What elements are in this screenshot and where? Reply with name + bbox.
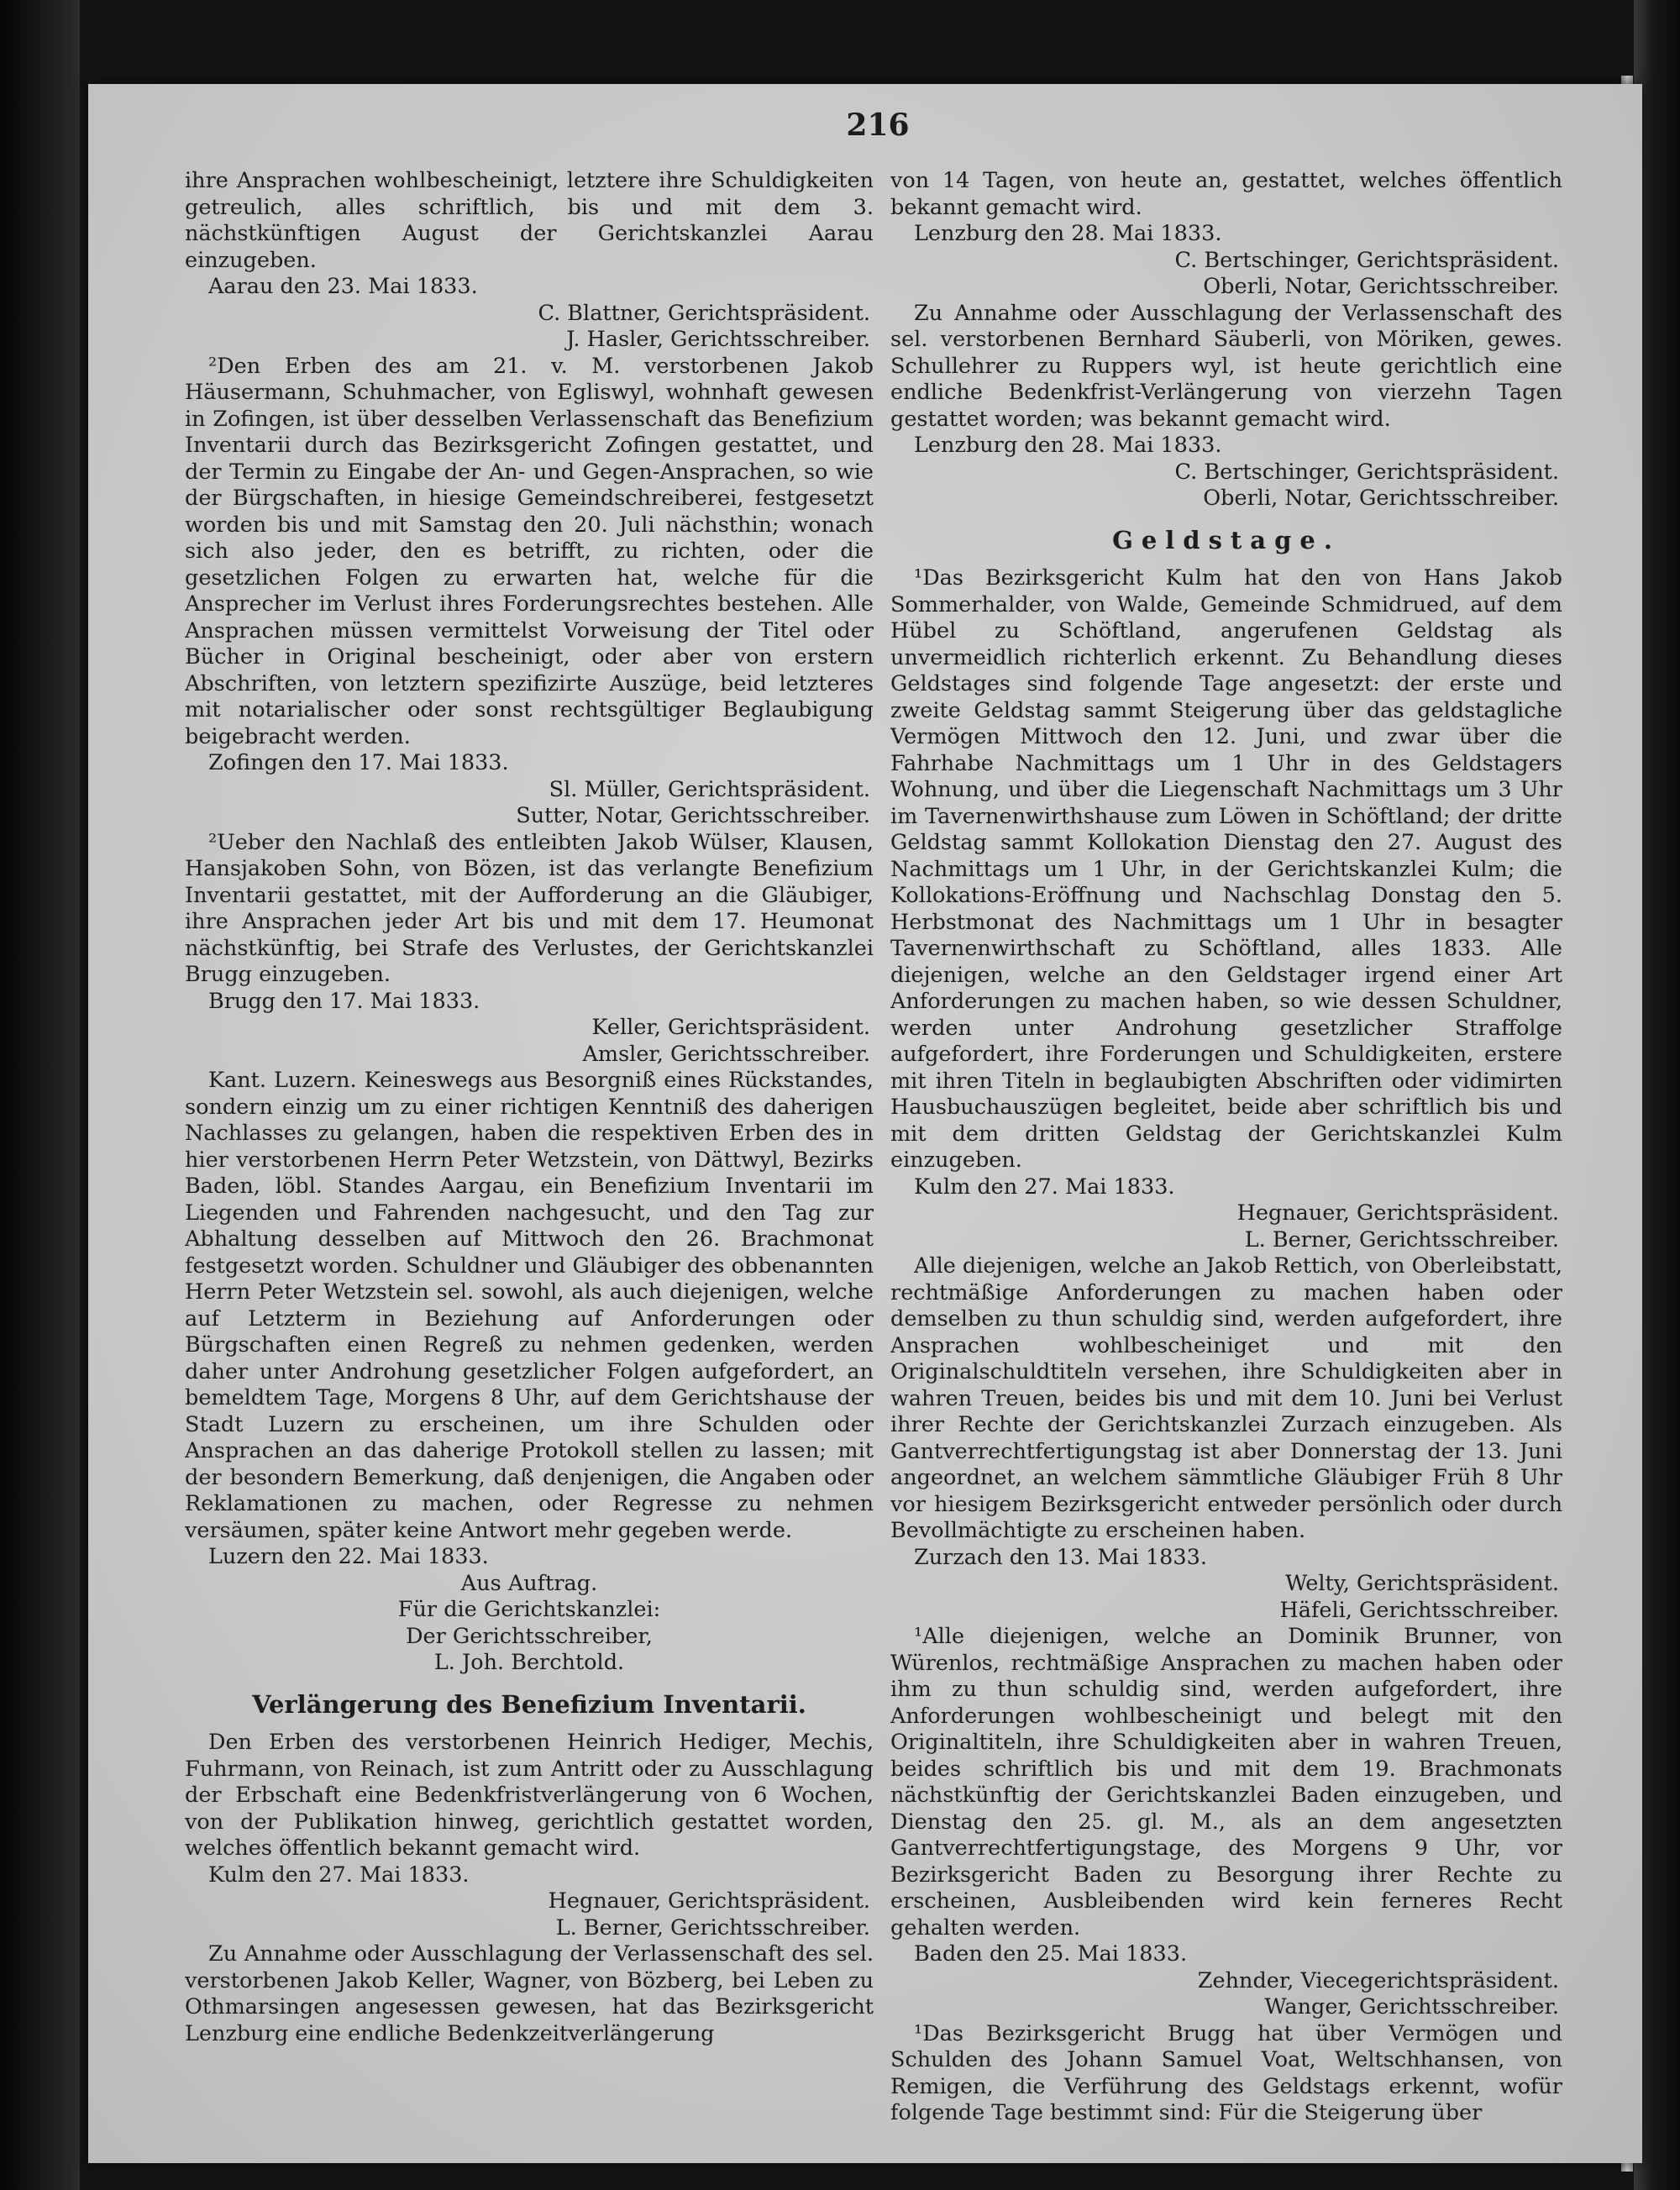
notice-date: Aarau den 23. Mai 1833. [208, 274, 478, 299]
signature-line: Der Gerichtsschreiber, [406, 1623, 653, 1649]
notice-keller-continuation: von 14 Tagen, von heute an, gestattet, welches öffentlich bekannt gemacht wird. [890, 168, 1562, 220]
notice-date: Zofingen den 17. Mai 1833. [208, 750, 509, 775]
signature-line: L. Joh. Berchtold. [433, 1650, 625, 1675]
signature-line: Für die Gerichtskanzlei: [397, 1597, 661, 1622]
signature-line: Häfeli, Gerichtsschreiber. [1279, 1597, 1559, 1623]
left-column [185, 168, 874, 2125]
notice-brunner: ¹Alle diejenigen, welche an Dominik Brunner, von Würenlos, rechtmäßige Ansprachen zu machen haben oder ihm zu thun schuldig sind, werden aufgefordert, ihre Anforderungen wohlbescheinigt und belegt mit den Originaltiteln, ihre Schuldigkeiten aber in wahren Treuen, beides schriftlich bis und mit dem 19. Brachmonats nächstkünftig der Gerichtskanzlei Baden einzugeben, und Dienstag den 25. gl. M., als an dem angesetzten Gantverrechtfertigungstage, des Morgens 9 Uhr, vor Bezirksgericht Baden zu Besorgung ihrer Rechte zu erscheinen, Ausbleibenden wird kein ferneres Recht gehalten werden. [890, 1624, 1562, 1941]
signature-line: J. Hasler, Gerichtsschreiber. [566, 327, 870, 352]
signature-line: Keller, Gerichtspräsident. [591, 1015, 870, 1040]
notice-date: Luzern den 22. Mai 1833. [208, 1544, 489, 1569]
signature-line: C. Bertschinger, Gerichtspräsident. [1174, 247, 1559, 273]
signature-line: Sutter, Notar, Gerichtsschreiber. [516, 803, 870, 828]
notice-brugg: ²Ueber den Nachlaß des entleibten Jakob Wülser, Klausen, Hansjakoben Sohn, von Bözen, ist das verlangte Benefizium Inventarii gestattet, mit der Aufforderung an die Gläubiger, ihre Ansprachen jeder Art bis und mit dem 17. Heumonat nächstkünftig, bei Strafe des Verlustes, der Gerichtskanzlei Brugg einzugeben. [185, 829, 874, 987]
notice-date: Kulm den 27. Mai 1833. [208, 1862, 470, 1888]
notice-keller: Zu Annahme oder Ausschlagung der Verlassenschaft des sel. verstorbenen Jakob Keller, Wagner, von Bözberg, bei Leben zu Othmarsingen angesessen gewesen, hat das Bezirksgericht Lenzburg eine endliche Bedenkzeitverlängerung [185, 1941, 874, 2046]
right-column [890, 168, 1562, 2125]
notice-zofingen: ²Den Erben des am 21. v. M. verstorbenen Jakob Häusermann, Schuhmacher, von Egliswyl, wohnhaft gewesen in Zofingen, ist über desselben Verlassenschaft das Benefizium Inventarii durch das Bezirksgericht Zofingen gestattet, und der Termin zu Eingabe der An- und Gegen-Ansprachen, so wie der Bürgschaften, in hiesige Gemeindschreiberei, festgesetzt worden bis und mit Samstag den 20. Juli nächsthin; wonach sich also jeder, den es betrifft, zu richten, oder die gesetzlichen Folgen zu erwarten hat, welche für die Ansprecher im Verlust ihres Forderungsrechtes bestehen. Alle Ansprachen müssen vermittelst Vorweisung der Titel oder Bücher in Original bescheinigt, oder aber von erstern Abschriften, von letztern spezifizirte Auszüge, beid letzteres mit notarialischer oder sonst rechtsgültiger Beglaubigung beigebracht werden. [185, 353, 874, 749]
signature-line: Hegnauer, Gerichtspräsident. [548, 1888, 870, 1914]
signature-line: Wanger, Gerichtsschreiber. [1264, 1994, 1559, 2019]
signature-line: Oberli, Notar, Gerichtsschreiber. [1203, 486, 1559, 511]
signature-line: Aus Auftrag. [460, 1570, 598, 1596]
notice-date: Brugg den 17. Mai 1833. [208, 988, 480, 1014]
section-heading: Verlängerung des Benefizium Inventarii. [252, 1689, 806, 1719]
signature-line: L. Berner, Gerichtsschreiber. [555, 1914, 870, 1941]
notice-saeuberli: Zu Annahme oder Ausschlagung der Verlassenschaft des sel. verstorbenen Bernhard Säuberli, von Möriken, gewes. Schullehrer zu Ruppers wyl, ist heute gerichtlich eine endliche Bedenkfrist-Verlängerung von vierzehn Tagen gestattet worden; was bekannt gemacht wird. [890, 300, 1562, 432]
signature-line: L. Berner, Gerichtsschreiber. [1244, 1226, 1559, 1253]
signature-line: C. Blattner, Gerichtspräsident. [538, 300, 870, 326]
signature-line: Amsler, Gerichtsschreiber. [582, 1041, 870, 1067]
notice-date: Lenzburg den 28. Mai 1833. [914, 433, 1222, 458]
signature-line: Sl. Müller, Gerichtspräsident. [549, 776, 870, 802]
notice-intro-continuation: ihre Ansprachen wohlbescheinigt, letztere ihre Schuldigkeiten getreulich, alles schriftlich, bis und mit dem 3. nächstkünftigen August der Gerichtskanzlei Aarau einzugeben. [185, 168, 874, 273]
notice-date: Kulm den 27. Mai 1833. [914, 1174, 1175, 1200]
signature-line: Hegnauer, Gerichtspräsident. [1236, 1200, 1559, 1226]
scan-border-left [0, 0, 80, 2190]
notice-luzern: Kant. Luzern. Keineswegs aus Besorgniß eines Rückstandes, sondern einzig um zu einer richtigen Kenntniß des daherigen Nachlasses zu gelangen, haben die respektiven Erben des in hier verstorbenen Herrn Peter Wetzstein, von Dättwyl, Bezirks Baden, löbl. Standes Aargau, ein Benefizium Inventarii im Liegenden und Fahrenden nachgesucht, und den Tag zur Abhaltung desselben auf Mittwoch den 26. Brachmonat festgesetzt worden. Schuldner und Gläubiger des obbenannten Herrn Peter Wetzstein sel. sowohl, als auch diejenigen, welche auf Letzterm in Beziehung auf Anforderungen oder Bürgschaften einen Regreß zu nehmen gedenken, werden daher unter Androhung gesetzlicher Folgen aufgefordert, an bemeldtem Tage, Morgens 8 Uhr, auf dem Gerichtshause der Stadt Luzern zu erscheinen, um ihre Schulden oder Ansprachen an das daherige Protokoll stellen zu lassen; mit der besondern Bemerkung, daß denjenigen, die Angaben oder Reklamationen zu machen, oder Regresse zu nehmen versäumen, später keine Antwort mehr gegeben werde. [185, 1068, 874, 1543]
notice-rettich: Alle diejenigen, welche an Jakob Rettich, von Oberleibstatt, rechtmäßige Anforderungen zu machen haben oder demselben zu thun schuldig sind, werden aufgefordert, ihre Ansprachen wohlbescheiniget und mit den Originalschuldtiteln versehen, ihre Schuldigkeiten aber in wahren Treuen, beides bis und mit dem 10. Juni bei Verlust ihrer Rechte der Gerichtskanzlei Zurzach einzugeben. Als Gantverrechtfertigungstag ist aber Donnerstag der 13. Juni angeordnet, an welchem sämmtliche Gläubiger Früh 8 Uhr vor hiesigem Bezirksgericht entweder persönlich oder durch Bevollmächtigte zu erscheinen haben. [890, 1253, 1562, 1543]
signature-line: Oberli, Notar, Gerichtsschreiber. [1203, 274, 1559, 299]
page-number: 216 [846, 108, 910, 143]
notice-hediger: Den Erben des verstorbenen Heinrich Hediger, Mechis, Fuhrmann, von Reinach, ist zum Antritt oder zu Ausschlagung der Erbschaft eine Bedenkfristverlängerung von 6 Wochen, von der Publikation hinweg, gerichtlich gestattet worden, welches öffentlich bekannt gemacht wird. [185, 1730, 874, 1861]
signature-line: C. Bertschinger, Gerichtspräsident. [1174, 459, 1559, 485]
notice-date: Zurzach den 13. Mai 1833. [914, 1544, 1207, 1570]
notice-kulm: ¹Das Bezirksgericht Kulm hat den von Hans Jakob Sommerhalder, von Walde, Gemeinde Schmidrued, auf dem Hübel zu Schöftland, angerufenen Geldstag als unvermeidlich richterlich erkennt. Zu Behandlung dieses Geldstages sind folgende Tage angesetzt: der erste und zweite Geldstag sammt Steigerung über das geldstagliche Vermögen Mittwoch den 12. Juni, und zwar über die Fahrhabe Nachmittags um 1 Uhr in des Geldstagers Wohnung, und über die Liegenschaft Nachmittags um 3 Uhr im Tavernenwirthshause zum Löwen in Schöftland; der dritte Geldstag sammt Kollokation Dienstag den 27. August des Nachmittags um 1 Uhr, in der Gerichtskanzlei Kulm; die Kollokations-Eröffnung und Nachschlag Donstag den 5. Herbstmonat des Nachmittags um 1 Uhr in besagter Tavernenwirthschaft zu Schöftland, alles 1833. Alle diejenigen, welche an den Geldstager irgend einer Art Anforderungen zu machen haben, so wie dessen Schuldner, werden unter Androhung gesetzlicher Straffolge aufgefordert, ihre Forderungen und Schuldigkeiten, erstere mit ihren Titeln in beglaubigten Abschriften oder vidimirten Hausbuchauszügen begleitet, beide aber schriftlich bis und mit dem dritten Geldstag der Gerichtskanzlei Kulm einzugeben. [890, 565, 1562, 1173]
signature-line: Welty, Gerichtspräsident. [1285, 1571, 1559, 1596]
notice-date: Lenzburg den 28. Mai 1833. [914, 221, 1222, 246]
notice-voat: ¹Das Bezirksgericht Brugg hat über Vermögen und Schulden des Johann Samuel Voat, Weltschhansen, von Remigen, die Verführung des Geldstags erkennt, wofür folgende Tage bestimmt sind: Für die Steigerung über [890, 2020, 1562, 2125]
section-heading: Geldstage. [1112, 525, 1341, 554]
notice-date: Baden den 25. Mai 1833. [914, 1941, 1188, 1967]
signature-line: Zehnder, Viecegerichtspräsident. [1197, 1967, 1559, 1993]
